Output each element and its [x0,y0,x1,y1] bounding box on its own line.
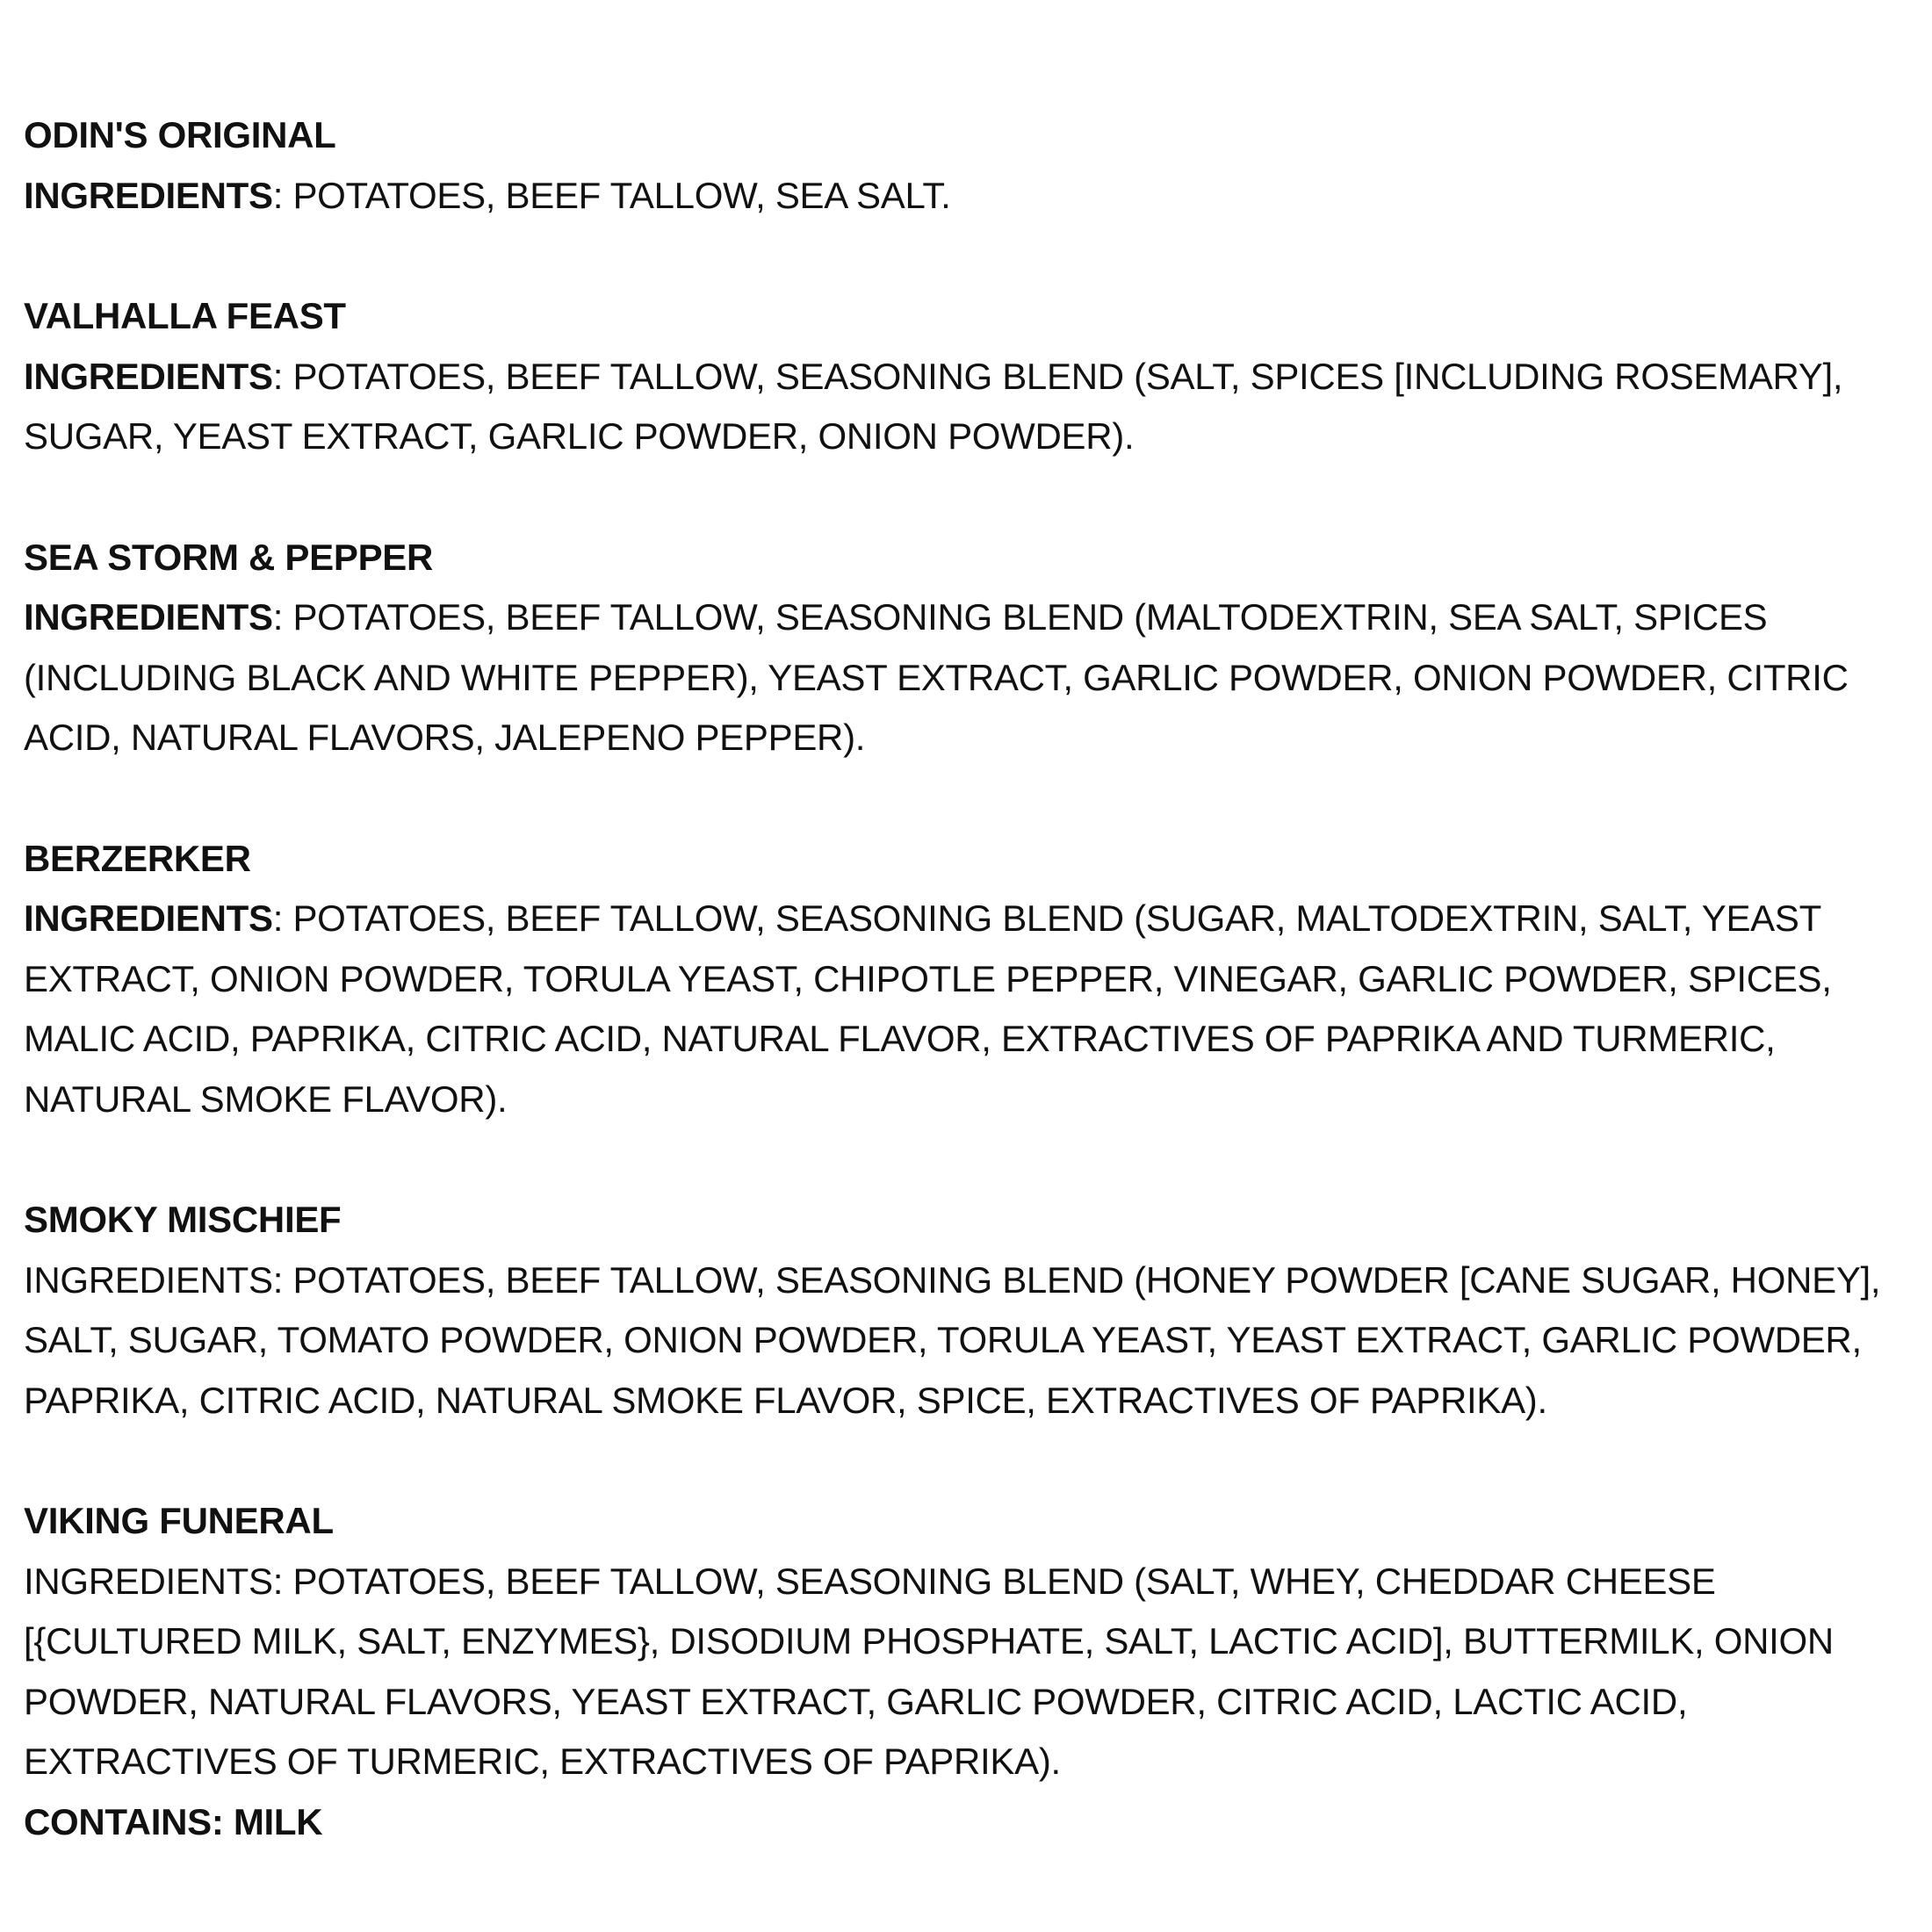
product-section-viking-funeral [24,1491,1912,1852]
ingredients-document [24,105,1912,1852]
ingredients-label: INGREDIENTS [24,355,273,397]
product-name: BERZERKER [24,837,251,879]
product-name: VIKING FUNERAL [24,1500,334,1541]
product-section-sea-storm-pepper [24,528,1912,768]
allergen-statement: CONTAINS: MILK [24,1800,323,1842]
ingredients-list: : POTATOES, BEEF TALLOW, SEA SALT. [272,174,951,216]
ingredients-label: INGREDIENTS [24,898,273,939]
ingredients-text [24,166,1912,227]
product-section-odins-original [24,105,1912,226]
ingredients-text: INGREDIENTS: POTATOES, BEEF TALLOW, SEASONING BLEND (HONEY POWDER [CANE SUGAR, HONEY], SALT, SUGAR, TOMATO POWDER, ONION POWDER, TORULA YEAST, YEAST EXTRACT, GARLIC POWDER, PAPRIKA, CITRIC ACID, NATURAL SMOKE FLAVOR, SPICE, EXTRACTIVES OF PAPRIKA). [24,1258,1881,1421]
product-name: VALHALLA FEAST [24,295,346,336]
ingredients-list: : POTATOES, BEEF TALLOW, SEASONING BLEND (SUGAR, MALTODEXTRIN, SALT, YEAST EXTRACT, ONION POWDER, TORULA YEAST, CHIPOTLE PEPPER, VINEGAR, GARLIC POWDER, SPICES, MALIC ACID, PAPRIKA, CITRIC ACID, NATURAL FLAVOR, EXTRACTIVES OF PAPRIKA AND TURMERIC, NATURAL SMOKE FLAVOR). [24,898,1832,1120]
ingredients-text: INGREDIENTS: POTATOES, BEEF TALLOW, SEASONING BLEND (SALT, WHEY, CHEDDAR CHEESE [{CULTURED MILK, SALT, ENZYMES}, DISODIUM PHOSPHATE, SALT, LACTIC ACID], BUTTERMILK, ONION POWDER, NATURAL FLAVORS, YEAST EXTRACT, GARLIC POWDER, CITRIC ACID, LACTIC ACID, EXTRACTIVES OF TURMERIC, EXTRACTIVES OF PAPRIKA). [24,1560,1834,1782]
ingredients-text [24,347,1912,467]
product-section-valhalla-feast [24,286,1912,467]
product-section-berzerker [24,829,1912,1130]
ingredients-text [24,889,1912,1129]
product-name: SEA STORM & PEPPER [24,536,434,578]
product-name: SMOKY MISCHIEF [24,1199,342,1240]
ingredients-label: INGREDIENTS [24,596,273,638]
product-name: ODIN'S ORIGINAL [24,114,336,155]
ingredients-list: : POTATOES, BEEF TALLOW, SEASONING BLEND (MALTODEXTRIN, SEA SALT, SPICES (INCLUDING BLACK AND WHITE PEPPER), YEAST EXTRACT, GARLIC POWDER, ONION POWDER, CITRIC ACID, NATURAL FLAVORS, JALEPENO PEPPER). [24,596,1849,758]
product-section-smoky-mischief [24,1190,1912,1431]
ingredients-text [24,588,1912,768]
ingredients-label: INGREDIENTS [24,174,273,216]
ingredients-list: : POTATOES, BEEF TALLOW, SEASONING BLEND (SALT, SPICES [INCLUDING ROSEMARY], SUGAR, YEAST EXTRACT, GARLIC POWDER, ONION POWDER). [24,355,1843,457]
